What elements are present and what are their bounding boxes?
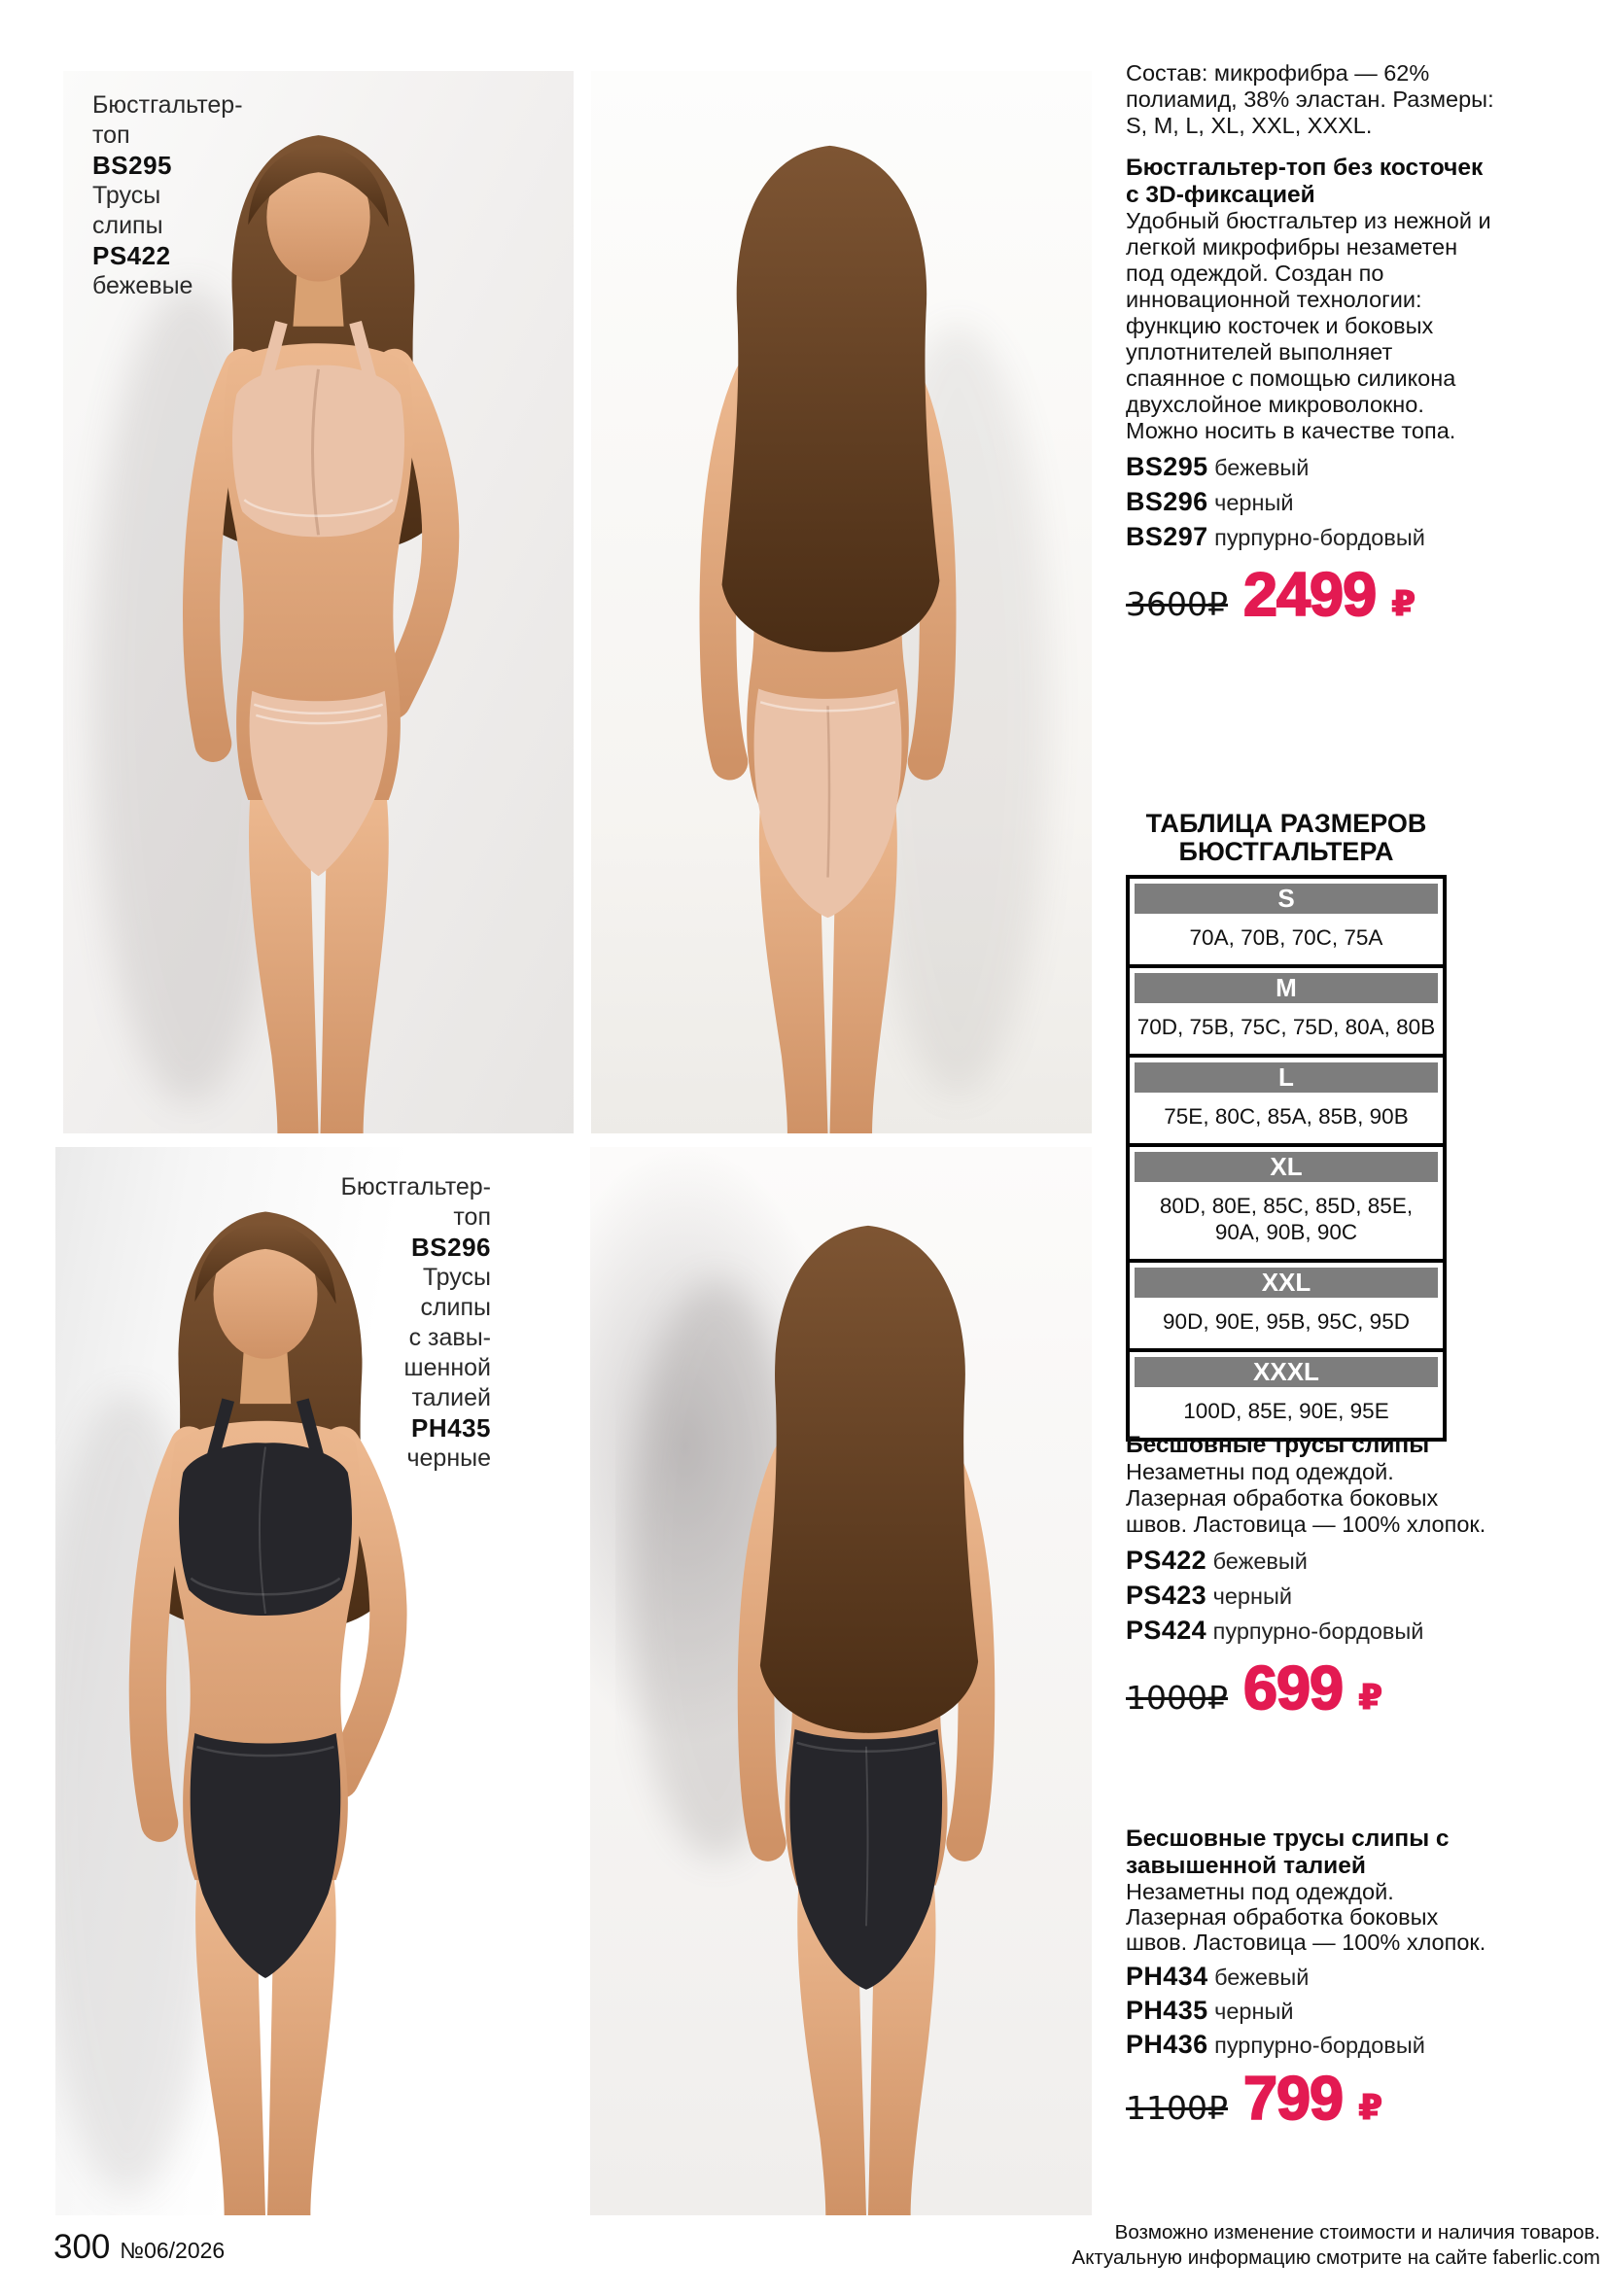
label-line: с завы- — [408, 1324, 491, 1351]
size-values: 70D, 75B, 75C, 75D, 80A, 80B — [1136, 1015, 1436, 1039]
photo-front-black-set — [55, 1147, 577, 2215]
label-line: Трусы — [422, 1264, 491, 1291]
page-footer-note — [1072, 2220, 1600, 2271]
variant-code: PH434 — [1126, 1962, 1208, 1991]
label-line: Бюстгальтер- — [340, 1173, 491, 1200]
size-group — [1130, 1348, 1443, 1438]
variant-color: пурпурно-бордовый — [1214, 2033, 1425, 2058]
bra-title: Бюстгальтер-топ без косточек с 3D-фиксацией — [1126, 155, 1484, 208]
size-group — [1130, 1143, 1443, 1259]
photo-back-beige-set — [591, 71, 1092, 1133]
size-header: L — [1135, 1062, 1438, 1093]
label-line: Трусы — [92, 182, 161, 209]
model-back-black-illustration — [615, 1147, 1092, 2215]
product-code-bs295: BS295 — [92, 151, 172, 180]
bra-price-row — [1126, 560, 1604, 630]
variant-row — [1126, 1963, 1476, 1992]
old-price: 3600₽ — [1126, 585, 1228, 623]
label-line: шенной — [403, 1354, 491, 1381]
variant-code: BS297 — [1126, 522, 1208, 551]
briefs-variants — [1126, 1546, 1604, 1646]
size-header: XXL — [1135, 1268, 1438, 1298]
issue-number: №06/2026 — [120, 2238, 226, 2263]
variant-color: черный — [1214, 490, 1294, 515]
size-table-title — [1126, 810, 1447, 866]
bra-description: Удобный бюстгальтер из нежной и легкой микрофибры незаметен под одеждой. Создан по инновационной технологии: функцию косточек и боковых уплотнителей выполняет спаянное с помощью силикона двухслойное микроволокно. Можно носить в качестве топа. — [1126, 208, 1491, 443]
variant-color: бежевый — [1214, 1965, 1310, 1990]
size-values: 90D, 90E, 95B, 95C, 95D — [1163, 1309, 1410, 1334]
label-line: слипы — [420, 1294, 491, 1321]
photo-front-beige-set — [63, 71, 574, 1133]
section-size-table — [1126, 810, 1447, 1442]
variant-code: PS423 — [1126, 1580, 1207, 1610]
label-line: талией — [411, 1384, 491, 1411]
variant-row — [1126, 452, 1476, 482]
size-values: 70A, 70B, 70C, 75A — [1189, 925, 1383, 950]
size-group — [1130, 1054, 1443, 1143]
footer-note-line2: Актуальную информацию смотрите на сайте faberlic.com — [1071, 2246, 1600, 2269]
variant-color: бежевый — [1214, 455, 1310, 480]
variant-code: PH436 — [1126, 2030, 1208, 2059]
size-table-title-line2: БЮСТГАЛЬТЕРА — [1178, 837, 1394, 866]
label-line: слипы — [92, 212, 163, 239]
size-values: 100D, 85E, 90E, 95E — [1183, 1399, 1389, 1423]
new-price: 699 — [1242, 1653, 1344, 1722]
variant-row — [1126, 1581, 1476, 1611]
briefs-title: Бесшовные трусы слипы — [1126, 1432, 1430, 1458]
ruble-sign: ₽ — [1391, 584, 1416, 624]
product-code-bs296: BS296 — [411, 1233, 491, 1262]
variant-code: BS296 — [1126, 487, 1208, 516]
size-header: S — [1135, 884, 1438, 914]
variant-color: пурпурно-бордовый — [1214, 525, 1425, 550]
size-values: 75E, 80C, 85A, 85B, 90B — [1164, 1104, 1409, 1129]
briefs-high-description: Незаметны под одеждой. Лазерная обработка боковых швов. Ластовица — 100% хлопок. — [1126, 1879, 1486, 1955]
variant-code: PH435 — [1126, 1996, 1208, 2025]
old-price: 1000₽ — [1126, 1678, 1228, 1717]
briefs-high-title: Бесшовные трусы слипы с завышенной талией — [1126, 1826, 1450, 1879]
variant-code: BS295 — [1126, 452, 1208, 481]
briefs-high-variants — [1126, 1963, 1604, 2060]
size-table — [1126, 875, 1447, 1442]
label-line: Бюстгальтер- — [92, 91, 243, 119]
variant-row — [1126, 1546, 1476, 1576]
size-header: XL — [1135, 1152, 1438, 1182]
size-group — [1130, 964, 1443, 1054]
label-line: топ — [453, 1203, 491, 1231]
variant-code: PS422 — [1126, 1545, 1207, 1575]
product-label-bs296 — [340, 1172, 491, 1474]
ruble-sign: ₽ — [1358, 2088, 1383, 2128]
section-bra-top — [1126, 60, 1604, 630]
size-header: XXXL — [1135, 1357, 1438, 1387]
new-price: 799 — [1242, 2065, 1344, 2133]
briefs-high-price-row — [1126, 2064, 1604, 2134]
label-line: черные — [406, 1444, 491, 1472]
variant-row — [1126, 2031, 1476, 2060]
old-price: 1100₽ — [1126, 2089, 1228, 2127]
variant-row — [1126, 522, 1476, 552]
ruble-sign: ₽ — [1358, 1677, 1383, 1718]
section-briefs-high-waist — [1126, 1826, 1604, 2134]
variant-color: черный — [1212, 1583, 1292, 1609]
product-label-bs295 — [92, 90, 243, 301]
product-code-ph435: PH435 — [411, 1413, 491, 1443]
briefs-price-row — [1126, 1653, 1604, 1723]
size-table-title-line1: ТАБЛИЦА РАЗМЕРОВ — [1145, 809, 1427, 838]
page-footer-left — [53, 2228, 225, 2267]
variant-color: бежевый — [1212, 1548, 1308, 1574]
composition-text: Состав: микрофибра — 62% полиамид, 38% эластан. Размеры: S, M, L, XL, XXL, XXXL. — [1126, 60, 1494, 138]
label-line: топ — [92, 122, 130, 149]
size-header: M — [1135, 973, 1438, 1003]
label-line: бежевые — [92, 272, 193, 299]
briefs-description: Незаметны под одеждой. Лазерная обработка боковых швов. Ластовица — 100% хлопок. — [1126, 1458, 1486, 1537]
bra-variants — [1126, 452, 1604, 552]
size-values: 80D, 80E, 85C, 85D, 85E, 90A, 90B, 90C — [1159, 1194, 1414, 1244]
page-number: 300 — [53, 2228, 111, 2266]
model-back-beige-illustration — [591, 71, 1078, 1133]
size-group — [1130, 879, 1443, 964]
variant-color: черный — [1214, 1999, 1294, 2024]
variant-row — [1126, 1616, 1476, 1646]
variant-code: PS424 — [1126, 1615, 1207, 1645]
size-group — [1130, 1259, 1443, 1348]
photo-back-black-set — [590, 1147, 1092, 2215]
variant-row — [1126, 1997, 1476, 2026]
product-code-ps422: PS422 — [92, 241, 171, 270]
variant-row — [1126, 487, 1476, 517]
section-briefs — [1126, 1432, 1604, 1723]
new-price: 2499 — [1242, 561, 1377, 629]
variant-color: пурпурно-бордовый — [1212, 1618, 1424, 1644]
footer-note-line1: Возможно изменение стоимости и наличия товаров. — [1114, 2221, 1600, 2244]
